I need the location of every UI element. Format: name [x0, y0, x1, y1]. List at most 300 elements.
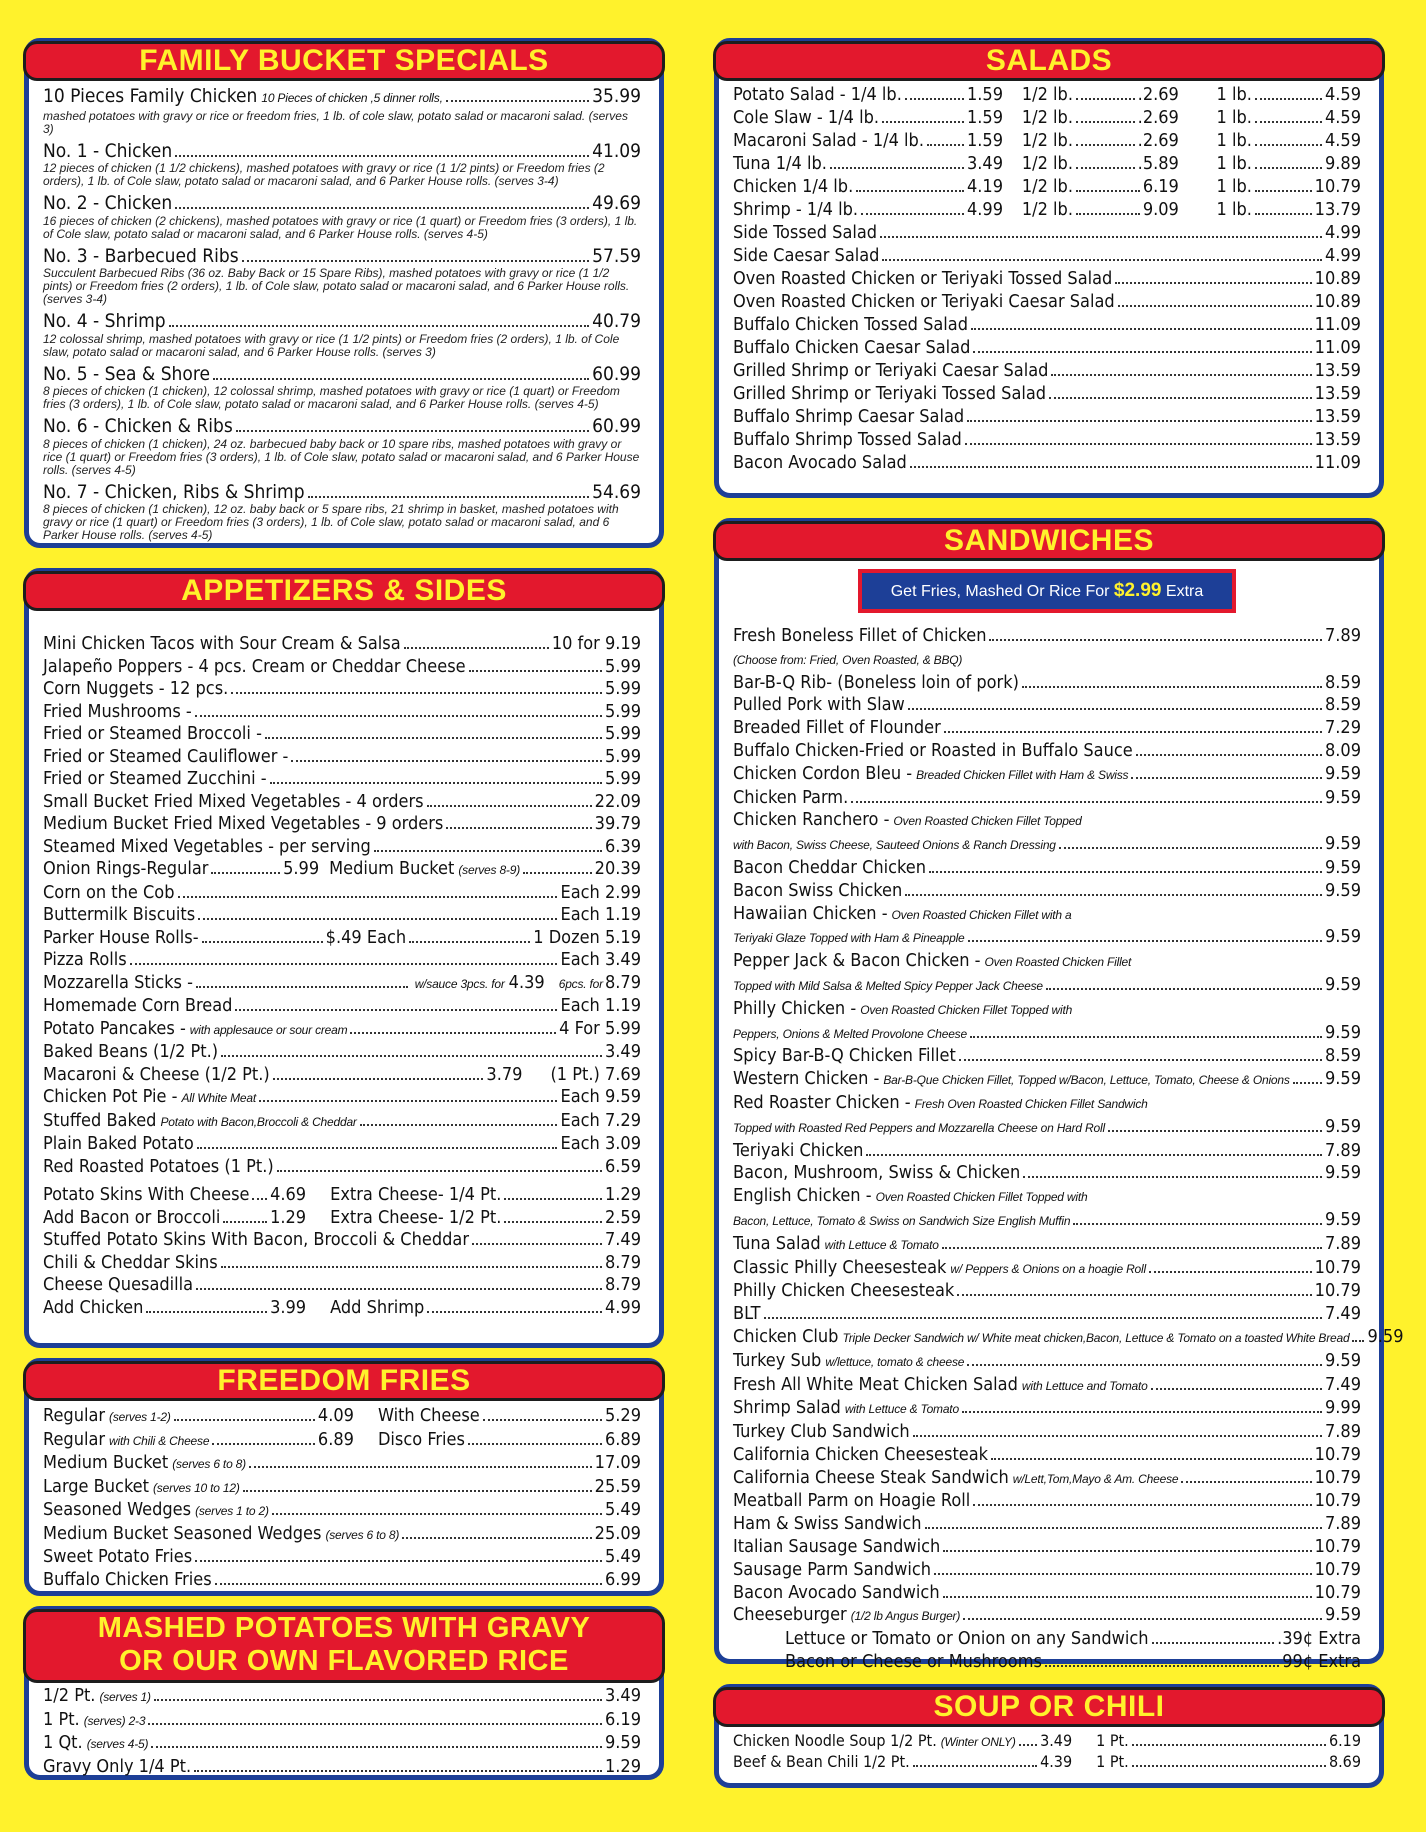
- item-note: 10 Pieces of chicken ,5 dinner rolls,: [261, 91, 443, 105]
- item-price: 10.79: [1314, 1581, 1361, 1603]
- item-price: 60.99: [592, 415, 641, 437]
- item-name: Buffalo Chicken Caesar Salad: [733, 337, 971, 358]
- dot-leader: [197, 1147, 558, 1149]
- item-price: 5.49: [604, 1546, 641, 1567]
- item-name: Chicken Cordon Bleu -: [733, 762, 913, 784]
- sandwich-item: [733, 1490, 1361, 1513]
- item-note: (serves 1): [99, 1690, 151, 1704]
- dot-leader: [236, 430, 589, 432]
- item-price: 8.79: [604, 971, 641, 993]
- dot-leader: [942, 1247, 1322, 1249]
- dot-leader: [1076, 144, 1135, 146]
- menu-item: [43, 85, 641, 110]
- item-note: Oven Roasted Chicken Fillet Topped with: [875, 1190, 1088, 1205]
- dot-leader: [934, 1573, 1312, 1575]
- menu-item: [43, 813, 641, 836]
- item-name: Cheeseburger: [733, 1604, 847, 1626]
- item-name: Corn Nuggets - 12 pcs.: [43, 678, 229, 699]
- family-bucket-item: [43, 310, 641, 359]
- item-price: 6.89: [604, 1428, 641, 1450]
- item-name: Fried or Steamed Cauliflower -: [43, 745, 289, 767]
- item-name: Extra Cheese- 1/2 Pt.: [330, 1206, 502, 1228]
- salad-size-row: [733, 129, 1361, 152]
- item-name: Lettuce or Tomato or Onion on any Sandwich: [785, 1628, 1149, 1650]
- item-price: 7.89: [1324, 1139, 1361, 1161]
- item-note: with Lettuce and Tomato: [1021, 1378, 1148, 1393]
- item-note: Oven Roasted Chicken Fillet Topped with: [860, 1002, 1073, 1017]
- menu-item: [43, 701, 641, 724]
- sandwich-item: [733, 672, 1361, 695]
- item-price: 4.59: [1324, 130, 1361, 151]
- item-note: Bar-B-Que Chicken Fillet, Topped w/Bacon, Lettuce, Tomato, Cheese & Onions: [883, 1073, 1290, 1088]
- dot-leader: [929, 871, 1322, 873]
- sandwich-item: [733, 1140, 1361, 1163]
- item-name: Macaroni Salad - 1/4 lb.: [733, 130, 924, 151]
- sandwich-item: [733, 1045, 1361, 1068]
- item-description: Succulent Barbecued Ribs (36 oz. Baby Back or 15 Spare Ribs), mashed potatoes with gravy or rice (1 1/2 pints) or Freedom fries (2 orders), 1 lb. of Cole slaw, potato salad or macaroni salad, and 6 Parker House rolls. (serves 3-4): [43, 266, 630, 306]
- item-name: Medium Bucket: [43, 1452, 169, 1473]
- item-name: Cheese Quesadilla: [43, 1274, 194, 1295]
- menu-item: [43, 1252, 641, 1275]
- item-note: Topped with Mild Salsa & Melted Spicy Pepper Jack Cheese: [733, 978, 1043, 993]
- item-name: Turkey Club Sandwich: [733, 1421, 910, 1443]
- item-name: Corn on the Cob: [43, 881, 175, 903]
- dot-leader: [472, 1243, 602, 1245]
- item-price: 20.39: [594, 858, 641, 879]
- size-label: 1 lb.: [1216, 84, 1252, 105]
- item-name: Hawaiian Chicken -: [733, 902, 888, 924]
- sandwich-item: [733, 857, 1361, 880]
- mashed-title-line1: MASHED POTATOES WITH GRAVY: [97, 1612, 591, 1644]
- dot-leader: [1023, 1176, 1322, 1178]
- dot-leader: [277, 1170, 602, 1172]
- item-price: 4.19: [966, 176, 1004, 197]
- dot-leader: [242, 260, 589, 262]
- item-note: with Chili & Cheese: [109, 1433, 210, 1448]
- item-price: 9.09: [1142, 199, 1179, 220]
- item-name: 1 Pt.: [1096, 1752, 1129, 1771]
- item-description: 8 pieces of chicken (1 chicken), 12 oz. baby back or 5 spare ribs, 21 shrimp in basket, mashed potatoes with gravy or rice (1 quart) or Freedom fries (3 orders), 1 lb. of Cole slaw, potato salad or macaroni salad, and 6 Parker House rolls. (serves 4-5): [43, 502, 619, 542]
- item-price: 10 for 9.19: [551, 633, 641, 654]
- menu-item: [43, 1156, 641, 1179]
- item-price: 39.79: [594, 813, 641, 834]
- dot-leader: [910, 466, 1312, 468]
- dot-leader: [215, 1583, 602, 1585]
- dot-leader: [198, 918, 557, 920]
- item-price: Each 1.19: [560, 904, 641, 925]
- item-price: 8.79: [604, 1251, 641, 1273]
- item-note: Topped with Roasted Red Peppers and Mozzarella Cheese on Hard Roll: [733, 1120, 1105, 1135]
- dot-leader: [905, 894, 1322, 896]
- item-price: 4.59: [1324, 107, 1361, 128]
- item-note: Triple Decker Sandwich w/ White meat chicken,Bacon, Lettuce & Tomato on a toasted White Bread: [842, 1330, 1350, 1345]
- dot-leader: [223, 1221, 267, 1223]
- dot-leader: [195, 715, 602, 717]
- item-name: Add Shrimp: [330, 1296, 425, 1318]
- item-price: 9.59: [1324, 879, 1361, 901]
- dot-leader: [1136, 754, 1322, 756]
- salad-pound: [1217, 106, 1361, 129]
- sandwich-item: [733, 1444, 1361, 1467]
- item-name: Bacon Avocado Salad: [733, 452, 907, 473]
- item-price: .2.69: [1137, 130, 1179, 151]
- dot-leader: [148, 1723, 602, 1725]
- right-column: [714, 38, 1404, 1788]
- item-note: Potato with Bacon,Broccoli & Cheddar: [160, 1114, 357, 1129]
- item-price: 9.59: [1324, 856, 1361, 878]
- item-name: Chicken Ranchero -: [733, 809, 890, 831]
- salad-half: [1022, 106, 1179, 129]
- item-price: 8.69: [1328, 1752, 1361, 1771]
- item-name: No. 4 - Shrimp: [43, 310, 166, 332]
- dot-leader: [1255, 121, 1322, 123]
- pair-right: [330, 1297, 641, 1320]
- item-price: 7.89: [1324, 1513, 1361, 1535]
- item-note: (Choose from: Fried, Oven Roasted, & BBQ): [733, 652, 963, 667]
- item-price: 10.79: [1314, 1443, 1361, 1465]
- item-price: 99¢ Extra: [1282, 1651, 1361, 1673]
- sandwich-item: [733, 1280, 1361, 1303]
- salad-pound: [1217, 129, 1361, 152]
- sandwich-item: [733, 1513, 1361, 1536]
- item-name: Chicken Noodle Soup 1/2 Pt.: [733, 1731, 937, 1750]
- sandwich-item: [733, 1467, 1361, 1491]
- dot-leader: [273, 1078, 484, 1080]
- item-name: No. 6 - Chicken & Ribs: [43, 415, 233, 437]
- item-price: 8.79: [604, 1274, 641, 1295]
- item-name: 1 Pt.: [1096, 1731, 1129, 1750]
- salad-size-row: [733, 175, 1361, 198]
- family-bucket-item: [43, 85, 641, 136]
- item-name: Grilled Shrimp or Teriyaki Caesar Salad: [733, 360, 1049, 381]
- item-price: 13.59: [1314, 383, 1361, 404]
- item-name: Spicy Bar-B-Q Chicken Fillet: [733, 1045, 956, 1067]
- item-price: 4.39: [1040, 1752, 1073, 1771]
- dot-leader: [374, 850, 602, 852]
- item-name: Medium Bucket Seasoned Wedges: [43, 1522, 322, 1544]
- item-note: (Winter ONLY): [940, 1735, 1016, 1749]
- item-price: 9.59: [1324, 973, 1361, 995]
- salad-quarter: [733, 198, 1003, 221]
- item-price: 3.99: [270, 1296, 307, 1318]
- dot-leader: [1073, 1223, 1322, 1225]
- item-price: 7.49: [604, 1229, 641, 1250]
- menu-item: [43, 481, 641, 504]
- item-name: 1 Pt.: [43, 1708, 80, 1730]
- item-name: Parker House Rolls-: [43, 926, 199, 948]
- item-price: 54.69: [592, 480, 641, 503]
- dot-leader: [764, 1317, 1322, 1319]
- dot-leader: [927, 144, 964, 146]
- item-note: 6pcs. for: [558, 976, 603, 991]
- dot-leader: [169, 325, 589, 327]
- menu-item: [733, 313, 1361, 336]
- dot-leader: [212, 1443, 315, 1445]
- sandwich-item: [733, 950, 1361, 974]
- menu-item-pair: [43, 1297, 641, 1320]
- item-price: 5.99: [604, 678, 641, 699]
- menu-item: [733, 359, 1361, 382]
- item-name: 10 Pieces Family Chicken: [43, 85, 258, 107]
- item-description: 8 pieces of chicken (1 chicken), 12 colossal shrimp, mashed potatoes with gravy or rice (1 quart) or Freedom fries (3 orders), 1 lb. of Cole slaw, potato salad or macaroni salad, and 6 Parker House rolls. (serves 4-5): [43, 384, 620, 411]
- item-name: Jalapeño Poppers - 4 pcs. Cream or Cheddar Cheese: [43, 655, 466, 677]
- dot-leader: [195, 1560, 602, 1562]
- menu-item: [43, 415, 641, 438]
- dot-leader: [968, 940, 1322, 942]
- item-price: .39¢ Extra: [1277, 1628, 1361, 1650]
- item-price: 57.59: [592, 244, 641, 267]
- dot-leader: [211, 872, 280, 874]
- item-name: Fried or Steamed Broccoli -: [43, 723, 262, 744]
- item-note: Breaded Chicken Fillet with Ham & Swiss: [916, 767, 1129, 782]
- item-name: Stuffed Baked: [43, 1109, 157, 1131]
- item-note: (1/2 lb Angus Burger): [850, 1609, 961, 1624]
- menu-item: [43, 633, 641, 656]
- dot-leader: [151, 1746, 602, 1748]
- item-name: No. 2 - Chicken: [43, 192, 173, 214]
- item-price: 13.79: [1314, 199, 1361, 220]
- dot-leader: [523, 872, 592, 874]
- menu-item: [43, 1229, 641, 1252]
- pair-left: [733, 1731, 1072, 1752]
- sandwich-item: [733, 1559, 1361, 1582]
- pair-right: [1096, 1731, 1361, 1751]
- dot-leader: [1046, 988, 1322, 990]
- item-name: Grilled Shrimp or Teriyaki Tossed Salad: [733, 383, 1047, 404]
- menu-item: [43, 995, 641, 1018]
- dot-leader: [856, 190, 964, 192]
- item-price: 8.09: [1324, 739, 1361, 761]
- promo-text: Get Fries, Mashed Or Rice For: [890, 583, 1110, 600]
- mozzarella-row: [43, 972, 641, 996]
- dot-leader: [213, 378, 589, 380]
- item-name: Fresh All White Meat Chicken Salad: [733, 1373, 1018, 1395]
- item-price: 2.59: [604, 1206, 641, 1228]
- item-price: Each 7.29: [560, 1109, 641, 1131]
- family-bucket-item: [43, 415, 641, 477]
- dot-leader: [154, 1699, 602, 1701]
- sandwich-item: [733, 787, 1361, 810]
- item-name: Medium Bucket Fried Mixed Vegetables - 9 orders: [43, 813, 444, 834]
- family-bucket-panel: [24, 38, 664, 548]
- item-price: 4.99: [1324, 245, 1361, 266]
- item-name: Philly Chicken -: [733, 997, 857, 1019]
- item-price: $.49 Each: [325, 926, 407, 948]
- item-note: Oven Roasted Chicken Fillet: [984, 955, 1132, 970]
- dot-leader: [1255, 98, 1322, 100]
- dot-leader: [861, 213, 964, 215]
- sandwich-item: [733, 1257, 1361, 1281]
- item-description: 12 colossal shrimp, mashed potatoes with gravy or rice (1 1/2 pints) or Freedom fries (2 orders), 1 lb. of Cole slaw, potato salad or macaroni salad, and 6 Parker House rolls. (serves 3): [43, 331, 620, 359]
- menu-item: [43, 949, 641, 972]
- item-note: w/sauce 3pcs. for: [414, 976, 505, 991]
- item-price: 3.49: [604, 1685, 641, 1706]
- mac-cheese-row: [43, 1064, 641, 1087]
- item-name: Buffalo Shrimp Tossed Salad: [733, 429, 962, 450]
- mashed-potatoes-title: [23, 1609, 665, 1683]
- item-price: 8.59: [1324, 671, 1361, 693]
- menu-item: [43, 791, 641, 814]
- dot-leader: [291, 760, 602, 762]
- item-description: 12 pieces of chicken (1 1/2 chickens), mashed potatoes with gravy or rice (1 1/2 pints) or Freedom fries (2 orders), 1 lb. of Cole slaw, potato salad or macaroni salad, and 6 Parker House rolls. (serves 3-4): [43, 161, 605, 188]
- family-bucket-item: [43, 140, 641, 189]
- item-note: (serves 6 to 8): [325, 1527, 400, 1542]
- menu-item: [43, 1274, 641, 1297]
- size-label: 1 lb.: [1216, 199, 1252, 220]
- menu-item: [43, 245, 641, 268]
- sandwich-item: [733, 974, 1361, 998]
- menu-item: [43, 836, 641, 859]
- menu-item: [43, 1452, 641, 1476]
- item-name: Tuna 1/4 lb.: [733, 153, 827, 174]
- dot-leader: [468, 1443, 602, 1445]
- item-name: Fried Mushrooms -: [43, 700, 192, 722]
- menu-item: [43, 140, 641, 163]
- menu-item: [43, 1546, 641, 1569]
- item-note: (serves 1 to 2): [195, 1504, 269, 1518]
- salad-pound: [1217, 83, 1361, 106]
- sandwich-item: [733, 1185, 1361, 1209]
- item-name: Bar-B-Q Rib- (Boneless loin of pork): [733, 671, 1019, 693]
- item-name: Regular: [43, 1428, 106, 1450]
- sandwich-item: [733, 694, 1361, 717]
- menu-item: [43, 678, 641, 701]
- item-name: Buffalo Shrimp Caesar Salad: [733, 406, 965, 427]
- dot-leader: [249, 1466, 592, 1468]
- dot-leader: [146, 1311, 267, 1313]
- item-name: Add Chicken: [43, 1296, 144, 1318]
- item-name: Gravy Only 1/4 Pt.: [43, 1755, 192, 1777]
- item-price: 25.09: [594, 1522, 641, 1544]
- item-price: 13.59: [1314, 360, 1361, 381]
- menu-item: [43, 1086, 641, 1110]
- dot-leader: [913, 1765, 1037, 1767]
- item-price: 35.99: [592, 85, 641, 107]
- item-price: 7.89: [1324, 625, 1361, 646]
- item-name: Western Chicken -: [733, 1068, 880, 1090]
- item-price: 4.09: [317, 1405, 354, 1426]
- family-bucket-item: [43, 481, 641, 543]
- menu-item-pair: [43, 1429, 641, 1453]
- menu-item-pair: [733, 1752, 1361, 1772]
- dot-leader: [989, 639, 1321, 641]
- item-name: Bacon Swiss Chicken: [733, 879, 903, 901]
- dot-leader: [427, 805, 592, 807]
- item-name: Potato Pancakes -: [43, 1017, 186, 1039]
- item-price: 1.29: [604, 1184, 641, 1205]
- pair-left: [43, 1184, 306, 1207]
- item-note: (serves 6 to 8): [172, 1457, 246, 1471]
- item-price: 7.89: [1324, 1421, 1361, 1443]
- item-price: 10.79: [1314, 1490, 1361, 1512]
- item-price: 6.39: [604, 835, 641, 857]
- item-price: 10.89: [1314, 291, 1361, 312]
- salad-size-row: [733, 198, 1361, 221]
- menu-item: [733, 267, 1361, 290]
- item-price: 5.99: [604, 655, 641, 677]
- item-name: Potato Salad - 1/4 lb.: [733, 84, 902, 105]
- salad-quarter: [733, 106, 1003, 129]
- item-price: 3.49: [604, 1041, 641, 1062]
- salad-quarter: [733, 83, 1003, 106]
- dot-leader: [265, 737, 602, 739]
- item-price: 7.49: [1324, 1303, 1361, 1325]
- dot-leader: [1022, 686, 1322, 688]
- dot-leader: [243, 1490, 592, 1492]
- item-price: 5.49: [604, 1499, 641, 1520]
- dot-leader: [1051, 374, 1311, 376]
- item-name: Chicken Parm.: [733, 786, 849, 808]
- item-subnote: [733, 648, 1361, 672]
- item-price: 7.89: [1324, 1232, 1361, 1254]
- item-price: 4.99: [1324, 222, 1361, 243]
- menu-item: [43, 1018, 641, 1042]
- item-note: Teriyaki Glaze Topped with Ham & Pineapple: [733, 931, 965, 946]
- salad-size-row: [733, 83, 1361, 106]
- item-note: Oven Roasted Chicken Fillet Topped: [893, 814, 1082, 829]
- pair-left: [43, 1207, 306, 1230]
- item-name: Red Roaster Chicken -: [733, 1091, 911, 1113]
- dot-leader: [1255, 144, 1322, 146]
- item-name: With Cheese: [377, 1405, 480, 1426]
- menu-item: [43, 310, 641, 333]
- item-price: 9.59: [1324, 833, 1361, 855]
- item-note: with applesauce or sour cream: [189, 1022, 348, 1037]
- dot-leader: [174, 1419, 315, 1421]
- item-note: (serves 10 to 12): [153, 1480, 240, 1495]
- item-price: 4.99: [604, 1296, 641, 1318]
- item-price: 9.59: [1324, 1162, 1361, 1184]
- pair-right: [378, 1429, 641, 1452]
- item-price: 6.99: [604, 1568, 641, 1590]
- dot-leader: [1255, 190, 1312, 192]
- sides-promo-banner: [858, 569, 1236, 613]
- item-price: 9.89: [1324, 153, 1361, 174]
- dot-leader: [194, 1770, 602, 1772]
- item-price: 9.59: [1324, 786, 1361, 808]
- item-price: 6.19: [604, 1708, 641, 1730]
- item-name: Steamed Mixed Vegetables - per serving: [43, 835, 371, 857]
- dot-leader: [973, 1504, 1311, 1506]
- size-label: 1 lb.: [1216, 107, 1252, 128]
- item-name: No. 3 - Barbecued Ribs: [43, 244, 239, 267]
- dot-leader: [1255, 213, 1312, 215]
- item-price: 41.09: [592, 139, 641, 162]
- freedom-fries-panel: [24, 1358, 664, 1596]
- item-price: 4 For 5.99: [559, 1017, 641, 1039]
- appetizers-title: APPETIZERS & SIDES: [23, 571, 665, 611]
- dot-leader: [1149, 1271, 1312, 1273]
- dot-leader: [175, 155, 589, 157]
- salad-half: [1022, 175, 1179, 198]
- sandwich-item: [733, 926, 1361, 950]
- sandwich-item: [733, 809, 1361, 833]
- dot-leader: [965, 443, 1312, 445]
- item-price: 9.59: [1324, 1021, 1361, 1043]
- item-note: w/ Peppers & Onions on a hoagie Roll: [950, 1261, 1146, 1276]
- item-description: 8 pieces of chicken (1 chicken), 24 oz. barbecued baby back or 10 spare ribs, mashed potatoes with gravy or rice (1 quart) or Freedom fries (3 orders), 1 lb. of Cole slaw, potato salad or macaroni salad, and 6 Parker House rolls. (serves 4-5): [43, 436, 640, 477]
- item-price: 5.99: [604, 700, 641, 722]
- sandwiches-panel: [714, 518, 1404, 1673]
- item-name: Buffalo Chicken Tossed Salad: [733, 314, 969, 335]
- item-price: .2.69: [1137, 84, 1179, 105]
- salad-pound: [1217, 198, 1361, 221]
- item-price: 10.79: [1314, 176, 1361, 197]
- dot-leader: [504, 1221, 602, 1223]
- sandwich-item: [733, 740, 1361, 763]
- dot-leader: [469, 670, 602, 672]
- dot-leader: [446, 100, 589, 102]
